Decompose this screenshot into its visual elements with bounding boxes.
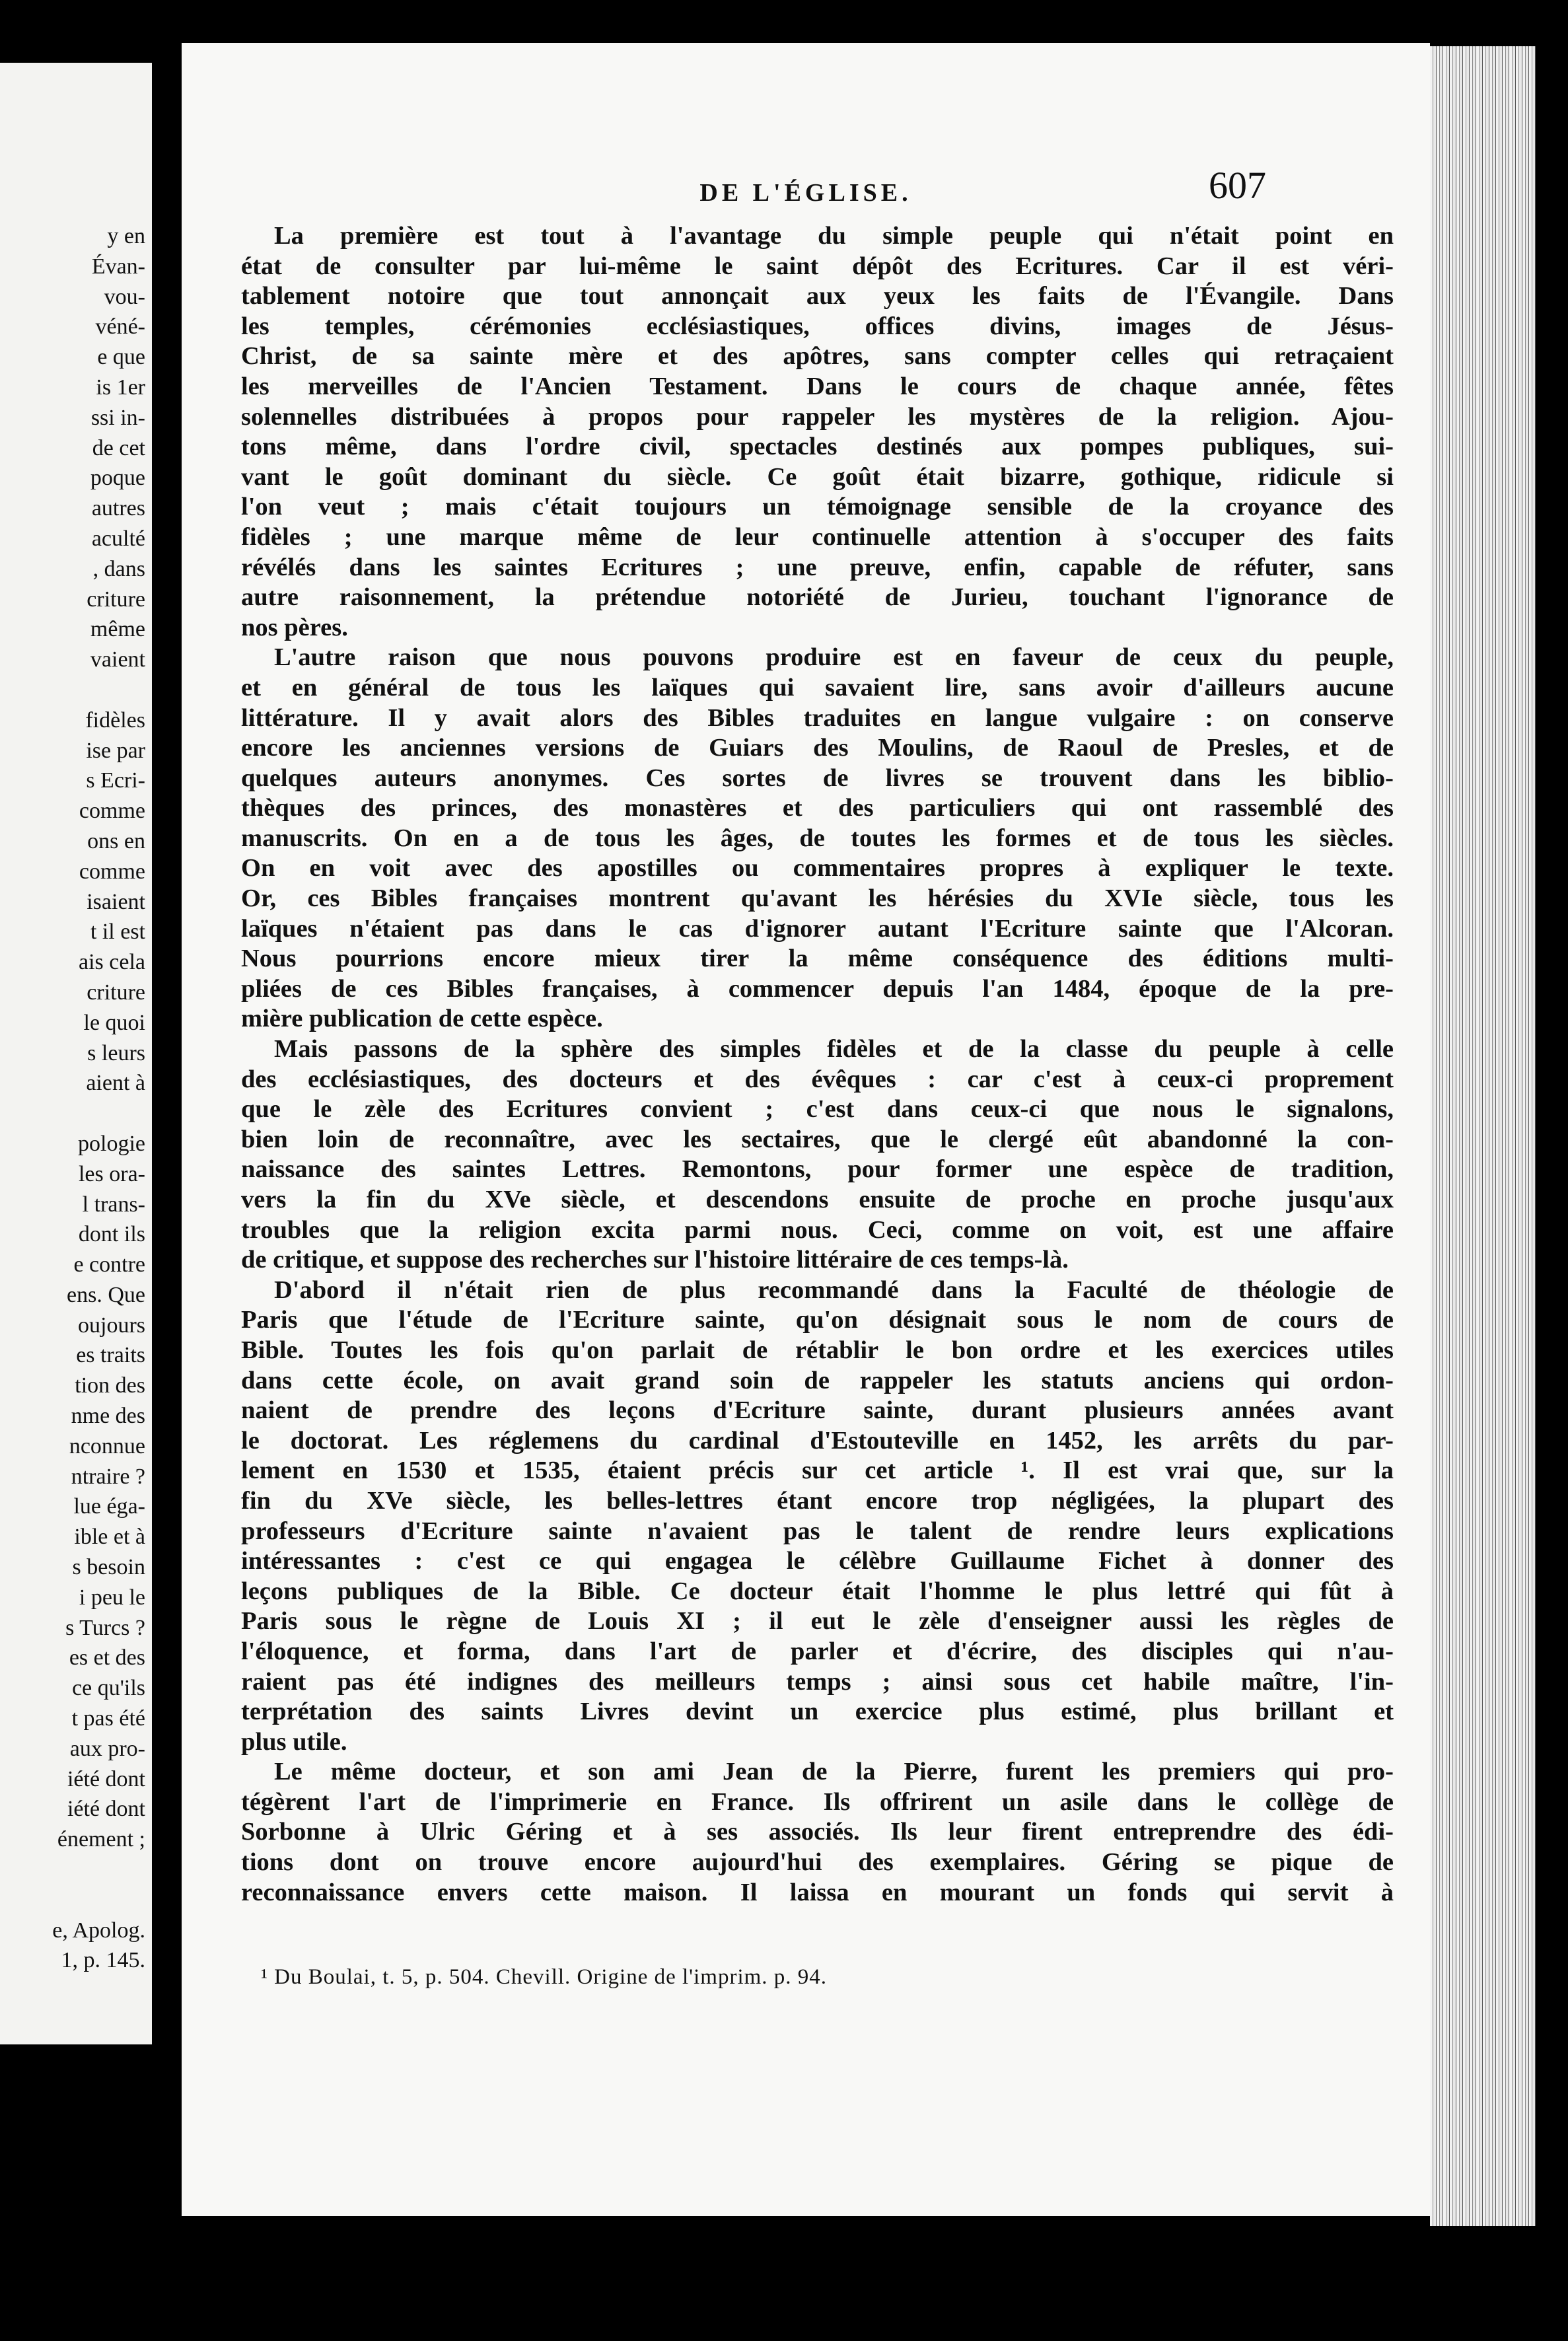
facing-page-line: t pas été bbox=[71, 1706, 145, 1731]
facing-page-line: ais cela bbox=[79, 950, 145, 975]
facing-page-line: poque bbox=[90, 466, 145, 491]
text-line: laïques n'étaient pas dans le cas d'ignorer autant l'Ecriture sainte que l'Alcoran. bbox=[241, 914, 1394, 943]
text-line: fidèles ; une marque même de leur continuelle attention à s'occuper des faits bbox=[241, 522, 1394, 551]
text-line: D'abord il n'était rien de plus recommandé dans la Faculté de théologie de bbox=[274, 1276, 1394, 1304]
page-edge-shadow bbox=[1536, 40, 1568, 2341]
facing-page-line: aculté bbox=[91, 526, 145, 551]
text-line: tons même, dans l'ordre civil, spectacles destinés aux pompes publiques, sui- bbox=[241, 433, 1394, 461]
text-line: thèques des princes, des monastères et des particuliers qui ont rassemblé des bbox=[241, 794, 1394, 822]
text-line: état de consulter par lui-même le saint dépôt des Ecritures. Car il est véri- bbox=[241, 252, 1394, 280]
facing-page-line: e, Apolog. bbox=[52, 1918, 145, 1943]
facing-page-line: le quoi bbox=[83, 1010, 145, 1035]
facing-page-line bbox=[13, 1098, 145, 1129]
paragraph bbox=[241, 1757, 1394, 1908]
text-line: naissance des saintes Lettres. Remontons, pour former une espèce de tradition, bbox=[241, 1155, 1394, 1184]
text-line: fin du XVe siècle, les belles-lettres étant encore trop négligées, la plupart des bbox=[241, 1486, 1394, 1515]
facing-page-line: oujours bbox=[78, 1313, 145, 1338]
facing-page-line: ssi in- bbox=[90, 405, 145, 430]
facing-page-line: comme bbox=[79, 799, 145, 824]
text-line: tégèrent l'art de l'imprimerie en France. Ils offrirent un asile dans le collège de bbox=[241, 1787, 1394, 1816]
text-line: Or, ces Bibles françaises montrent qu'avant les hérésies du XVIe siècle, tous les bbox=[241, 884, 1394, 913]
text-line: Paris sous le règne de Louis XI ; il eut le zèle d'enseigner aussi les règles de bbox=[241, 1607, 1394, 1636]
text-line: naient de prendre des leçons d'Ecriture sainte, durant plusieurs années avant bbox=[241, 1396, 1394, 1425]
facing-page-line: autres bbox=[91, 496, 145, 521]
paragraph bbox=[241, 1034, 1394, 1276]
book-gutter bbox=[152, 0, 182, 2341]
footnote: ¹ Du Boulai, t. 5, p. 504. Chevill. Origine de l'imprim. p. 94. bbox=[261, 1965, 828, 1989]
paragraph bbox=[241, 1276, 1394, 1758]
facing-page-line: s Ecri- bbox=[86, 768, 145, 793]
text-line: Christ, de sa sainte mère et des apôtres, sans compter celles qui retraçaient bbox=[241, 342, 1394, 371]
page-edges bbox=[1430, 46, 1536, 2226]
page-number: 607 bbox=[1209, 164, 1266, 207]
facing-page-line: fidèles bbox=[85, 707, 145, 733]
facing-page-line: l trans- bbox=[82, 1192, 145, 1217]
facing-page-line: vou- bbox=[104, 284, 145, 309]
text-line: révélés dans les saintes Ecritures ; une preuve, enfin, capable de réfuter, sans bbox=[241, 553, 1394, 581]
facing-page-line: lue éga- bbox=[73, 1494, 145, 1519]
text-line: bien loin de reconnaître, avec les sectaires, que le clergé eût abandonné la con- bbox=[241, 1125, 1394, 1153]
facing-page-line: ons en bbox=[87, 828, 145, 853]
facing-page-line: les ora- bbox=[78, 1161, 145, 1186]
text-line: terprétation des saints Livres devint un exercice plus estimé, plus brillant et bbox=[241, 1698, 1394, 1726]
text-line: encore les anciennes versions de Guiars des Moulins, de Raoul de Presles, et de bbox=[241, 734, 1394, 762]
text-line: de critique, et suppose des recherches sur l'histoire littéraire de ces temps-là. bbox=[241, 1246, 1069, 1274]
text-line: les merveilles de l'Ancien Testament. Dans le cours de chaque année, fêtes bbox=[241, 372, 1394, 400]
text-line: lement en 1530 et 1535, étaient précis sur cet article ¹. Il est vrai que, sur la bbox=[241, 1457, 1394, 1485]
facing-page-line bbox=[13, 675, 145, 705]
facing-page-line: aux pro- bbox=[69, 1736, 145, 1761]
facing-page-line: es et des bbox=[69, 1645, 145, 1671]
text-line: La première est tout à l'avantage du simple peuple qui n'était point en bbox=[274, 222, 1394, 250]
text-line: vant le goût dominant du siècle. Ce goût était bizarre, gothique, ridicule si bbox=[241, 462, 1394, 491]
facing-page-line: e que bbox=[97, 345, 145, 370]
text-line: Bible. Toutes les fois qu'on parlait de rétablir le bon ordre et les exercices utiles bbox=[241, 1336, 1394, 1364]
facing-page-line: iété dont bbox=[67, 1797, 145, 1822]
text-line: pliées de ces Bibles françaises, à commencer depuis l'an 1484, époque de la pre- bbox=[241, 974, 1394, 1003]
text-line: manuscrits. On en a de tous les âges, de toutes les formes et de tous les siècles. bbox=[241, 824, 1394, 852]
facing-page-line: aient à bbox=[86, 1071, 145, 1096]
text-line: raient pas été indignes des meilleurs temps ; ainsi sous cet habile maître, l'in- bbox=[241, 1667, 1394, 1696]
body-text bbox=[241, 221, 1394, 1908]
text-line: On en voit avec des apostilles ou commentaires propres à expliquer le texte. bbox=[241, 854, 1394, 882]
facing-page-line: i peu le bbox=[79, 1585, 145, 1610]
facing-page-line: vaient bbox=[90, 647, 145, 672]
facing-page-line: ible et à bbox=[74, 1525, 145, 1550]
facing-page-line: ce qu'ils bbox=[72, 1676, 145, 1701]
facing-page-line: 1, p. 145. bbox=[61, 1948, 145, 1973]
facing-page-line: criture bbox=[87, 587, 145, 612]
facing-page-line: ens. Que bbox=[67, 1282, 145, 1307]
text-line: professeurs d'Ecriture sainte n'avaient pas le talent de rendre leurs explications bbox=[241, 1517, 1394, 1545]
text-line: intéressantes : c'est ce qui engagea le célèbre Guillaume Fichet à donner des bbox=[241, 1547, 1394, 1575]
text-line: autre raisonnement, la prétendue notoriété de Jurieu, touchant l'ignorance de bbox=[241, 583, 1394, 612]
facing-page-line: Évan- bbox=[91, 254, 145, 279]
text-line: quelques auteurs anonymes. Ces sortes de livres se trouvent dans les biblio- bbox=[241, 764, 1394, 792]
text-line: et en général de tous les laïques qui savaient lire, sans avoir d'ailleurs aucune bbox=[241, 673, 1394, 702]
facing-page-line: énement ; bbox=[57, 1827, 145, 1852]
paragraph bbox=[241, 643, 1394, 1034]
facing-page-line: de cet bbox=[92, 435, 145, 460]
text-line: vers la fin du XVe siècle, et descendons ensuite de proche en proche jusqu'aux bbox=[241, 1186, 1394, 1213]
facing-page-line: , dans bbox=[92, 556, 145, 581]
text-line: mière publication de cette espèce. bbox=[241, 1005, 603, 1033]
facing-page-line: t il est bbox=[90, 919, 145, 945]
text-line: Sorbonne à Ulric Géring et à ses associés. Ils leur firent entreprendre des édi- bbox=[241, 1818, 1394, 1846]
facing-page-line: s leurs bbox=[87, 1040, 145, 1065]
facing-page-line: es traits bbox=[76, 1343, 145, 1368]
text-line: Mais passons de la sphère des simples fidèles et de la classe du peuple à celle bbox=[274, 1035, 1394, 1063]
text-line: des ecclésiastiques, des docteurs et des évêques : car c'est à ceux-ci proprement bbox=[241, 1065, 1394, 1093]
facing-page-line: tion des bbox=[75, 1373, 145, 1398]
facing-page-line: criture bbox=[87, 980, 145, 1005]
text-line: l'on veut ; mais c'était toujours un témoignage sensible de la croyance des bbox=[241, 493, 1394, 521]
facing-page-line: véné- bbox=[95, 314, 145, 340]
text-line: littérature. Il y avait alors des Bibles traduites en langue vulgaire : on conserve bbox=[241, 703, 1394, 732]
text-line: que le zèle des Ecritures convient ; c'est dans ceux-ci que nous le signalons, bbox=[241, 1095, 1394, 1124]
text-line: l'éloquence, et forma, dans l'art de parler et d'écrire, des disciples qui n'au- bbox=[241, 1637, 1394, 1665]
facing-page-text bbox=[13, 221, 145, 1976]
text-line: leçons publiques de la Bible. Ce docteur était l'homme le plus lettré qui fût à bbox=[241, 1577, 1394, 1605]
main-page bbox=[182, 43, 1430, 2216]
text-line: le doctorat. Les réglemens du cardinal d'Estouteville en 1452, les arrêts du par- bbox=[241, 1426, 1394, 1455]
paragraph bbox=[241, 221, 1394, 643]
facing-page-line: e contre bbox=[73, 1252, 145, 1278]
facing-page-line: ise par bbox=[86, 738, 145, 763]
facing-page-line: s besoin bbox=[72, 1555, 145, 1580]
facing-page-line: isaient bbox=[87, 889, 145, 914]
facing-page-line: ntraire ? bbox=[71, 1464, 145, 1489]
facing-page-line bbox=[13, 1855, 145, 1885]
text-line: L'autre raison que nous pouvons produire est en faveur de ceux du peuple, bbox=[274, 643, 1394, 672]
text-line: troubles que la religion excita parmi nous. Ceci, comme on voit, est une affaire bbox=[241, 1215, 1394, 1244]
text-line: Paris que l'étude de l'Ecriture sainte, qu'on désignait sous le nom de cours de bbox=[241, 1306, 1394, 1334]
text-line: reconnaissance envers cette maison. Il laissa en mourant un fonds qui servit à bbox=[241, 1878, 1394, 1906]
facing-page-line: même bbox=[90, 617, 145, 642]
text-line: tablement notoire que tout annonçait aux yeux les faits de l'Évangile. Dans bbox=[241, 282, 1394, 310]
text-line: dans cette école, on avait grand soin de rappeler les statuts anciens qui ordon- bbox=[241, 1366, 1394, 1394]
facing-page-line: dont ils bbox=[78, 1222, 145, 1247]
facing-page-line: s Turcs ? bbox=[65, 1615, 145, 1640]
facing-page-line bbox=[13, 1885, 145, 1916]
text-line: plus utile. bbox=[241, 1727, 347, 1756]
facing-page-left bbox=[0, 63, 152, 2044]
facing-page-line: pologie bbox=[78, 1131, 145, 1156]
facing-page-line: comme bbox=[79, 859, 145, 884]
facing-page-line: is 1er bbox=[96, 375, 145, 400]
text-line: nos pères. bbox=[241, 613, 348, 641]
running-head: DE L'ÉGLISE. bbox=[699, 179, 912, 207]
facing-page-line: nconnue bbox=[69, 1433, 145, 1459]
text-line: solennelles distribuées à propos pour rappeler les mystères de la religion. Ajou- bbox=[241, 402, 1394, 431]
facing-page-line: y en bbox=[107, 224, 145, 248]
text-line: tions dont on trouve encore aujourd'hui des exemplaires. Géring se pique de bbox=[241, 1848, 1394, 1877]
facing-page-line: iété dont bbox=[67, 1766, 145, 1791]
text-line: les temples, cérémonies ecclésiastiques, offices divins, images de Jésus- bbox=[241, 312, 1394, 340]
text-line: Nous pourrions encore mieux tirer la même conséquence des éditions multi- bbox=[241, 945, 1394, 973]
text-line: Le même docteur, et son ami Jean de la Pierre, furent les premiers qui pro- bbox=[274, 1758, 1394, 1786]
facing-page-line: nme des bbox=[71, 1404, 145, 1429]
